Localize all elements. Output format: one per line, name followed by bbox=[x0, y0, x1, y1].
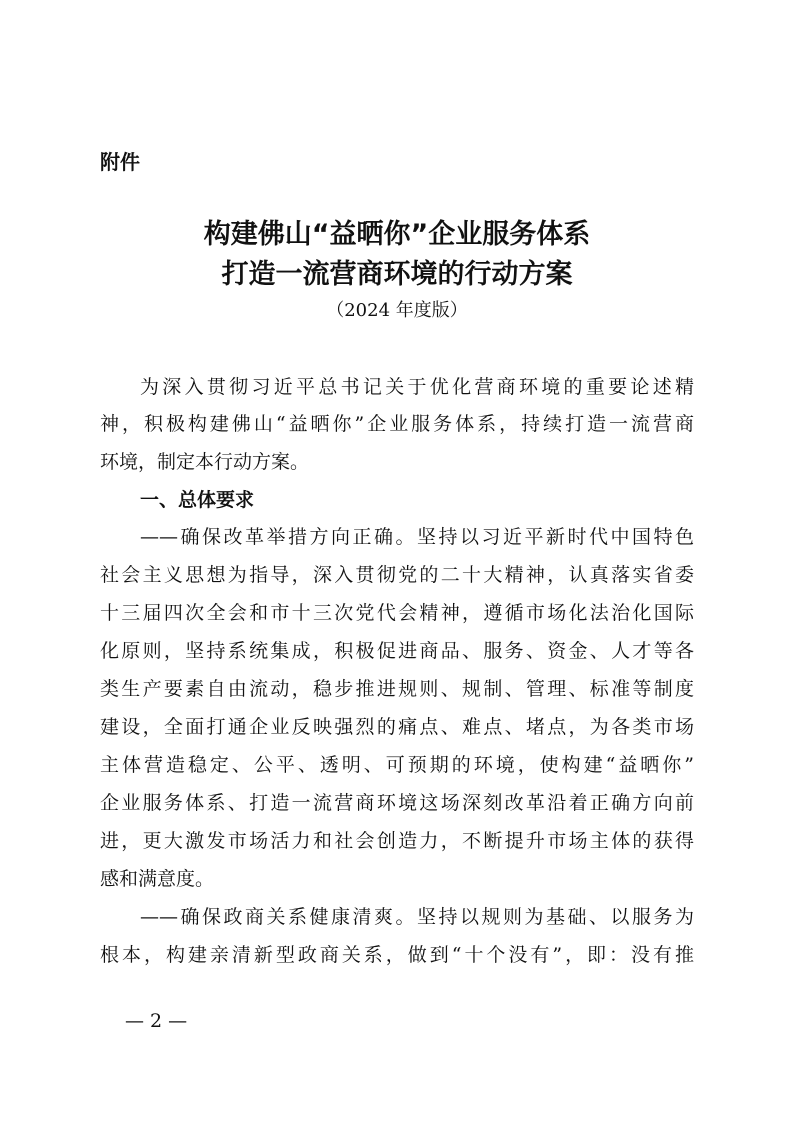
document-title-line-2: 打造一流营商环境的行动方案 bbox=[221, 259, 573, 290]
body-line: 感和满意度。 bbox=[100, 868, 215, 890]
section-heading: 一、总体要求 bbox=[140, 489, 255, 511]
body-line: 建设，全面打通企业反映强烈的痛点、难点、堵点，为各类市场 bbox=[100, 716, 694, 738]
document-title-line-1: 构建佛山“益晒你”企业服务体系 bbox=[203, 219, 591, 250]
body-line: 类生产要素自由流动，稳步推进规则、规制、管理、标准等制度 bbox=[100, 678, 694, 700]
body-line: 化原则，坚持系统集成，积极促进商品、服务、资金、人才等各 bbox=[100, 640, 694, 662]
body-line: 十三届四次全会和市十三次党代会精神，遵循市场化法治化国际 bbox=[100, 602, 694, 624]
document-edition: （2024 年度版） bbox=[326, 300, 468, 321]
intro-line: 为深入贯彻习近平总书记关于优化营商环境的重要论述精 bbox=[140, 376, 694, 398]
attachment-label: 附件 bbox=[100, 150, 140, 174]
body-line: 进，更大激发市场活力和社会创造力，不断提升市场主体的获得 bbox=[100, 830, 694, 852]
page-number: — 2 — bbox=[125, 1010, 188, 1032]
intro-line: 环境，制定本行动方案。 bbox=[100, 451, 310, 473]
body-line: ——确保改革举措方向正确。坚持以习近平新时代中国特色 bbox=[140, 526, 694, 548]
body-line: 根本，构建亲清新型政商关系，做到“十个没有”，即：没有推 bbox=[100, 944, 694, 966]
body-line: 企业服务体系、打造一流营商环境这场深刻改革沿着正确方向前 bbox=[100, 792, 694, 814]
intro-line: 神，积极构建佛山“益晒你”企业服务体系，持续打造一流营商 bbox=[100, 413, 694, 435]
body-line: 主体营造稳定、公平、透明、可预期的环境，使构建“益晒你” bbox=[100, 754, 694, 776]
body-line: 社会主义思想为指导，深入贯彻党的二十大精神，认真落实省委 bbox=[100, 564, 694, 586]
body-line: ——确保政商关系健康清爽。坚持以规则为基础、以服务为 bbox=[140, 906, 694, 928]
